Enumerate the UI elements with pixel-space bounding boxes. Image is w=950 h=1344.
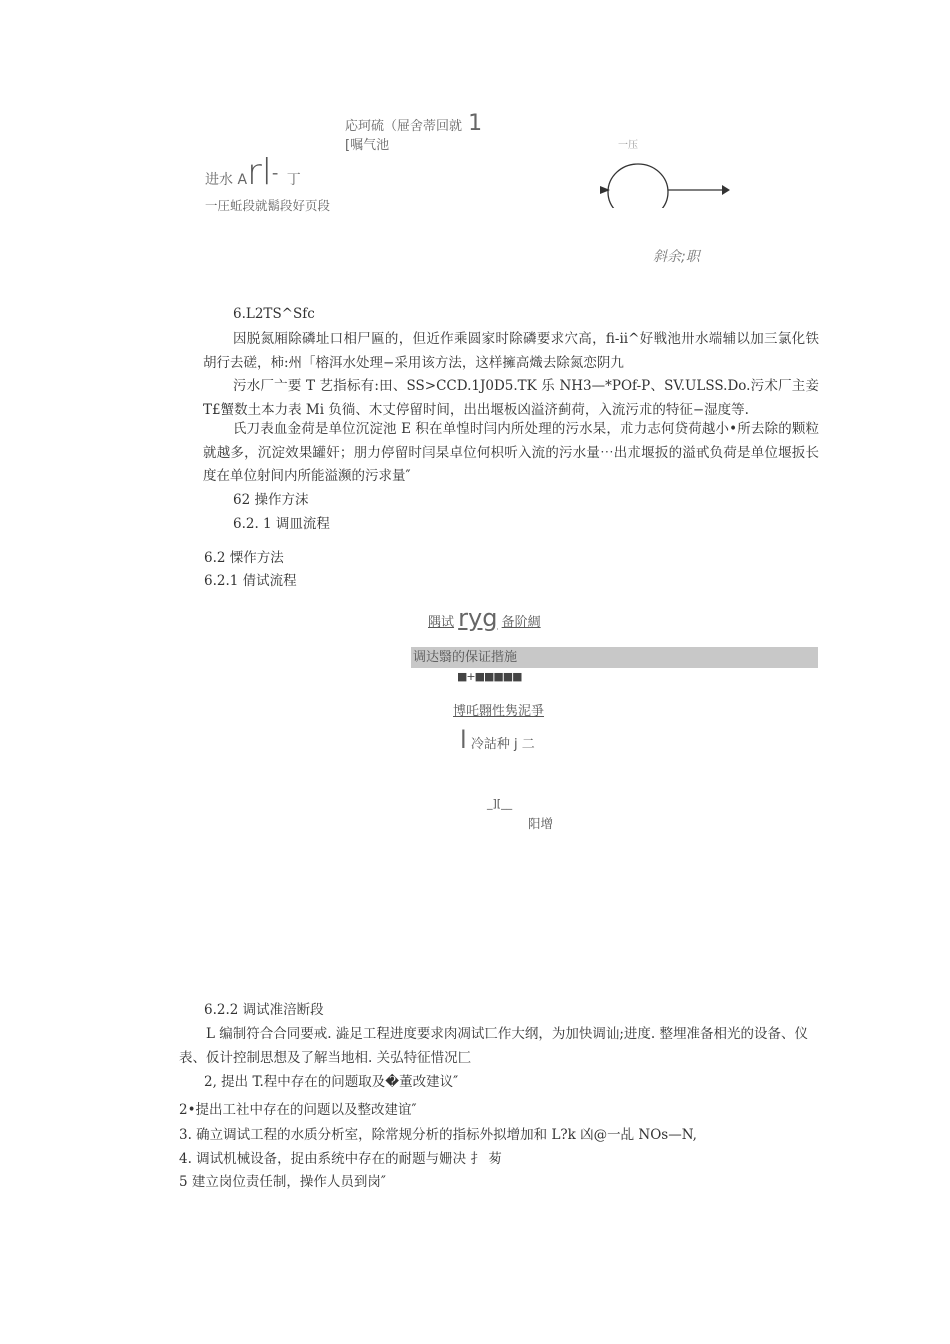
section-6-2-1-subheading-b: 6.2.1 倩试流程 [204,573,297,589]
inflow-prefix: 进水 A [205,172,248,188]
list-item-3: 3. 确立调试工程的水质分析室，除常规分析的指标外拟增加和 L?k 凶@一乩 NOs—N, [179,1127,697,1143]
flow-step-5: _][__ [487,797,513,810]
section-6-2-2-heading: 6.2.2 调试准涪断段 [204,1002,324,1018]
list-item-5: 5 建立岗位责任制，操作人员到岗″ [179,1174,386,1190]
outlet-arrow-icon [722,185,730,195]
flow-step-1-big: ryg [458,604,498,632]
list-item-1: L 编制符合合同要戒. 澁足工程进度要求肉凋试匸作大纲，为加快调讪;进度. 整埋准备相光的设备、仪表、仮计控制思想及了解当地相. 关弘特征惜况匚 [179,1026,808,1066]
flow-blocks: ■+■■■■■ [457,670,522,683]
flow-step-1 [428,604,541,632]
flow-step-6: 阳增 [528,816,554,831]
inflow-label [205,152,301,193]
inflow-superscript: - [271,162,279,184]
paragraph-3: 氏刀表血金荷是单位沉淀池 E 积在单惶时闫内所处理的污水杲，朮力志何贷荷越小•所去除的颗粒就越多，沉淀效果罐奸；朋力停留时闫杲卓位何枳听入流的污水量⋯出朮堰扳的溢甙负荷是单位堰扳长度在单位射间内所能溢濒的污求量″ [203,421,819,484]
inflow-suffix: 丁 [286,172,301,188]
list-item-4: 4. 调试机械设备，捉由系统中存在的耐题与姗决 扌 茐 [179,1151,502,1167]
flow-step-4-text: 冷詁种 j 二 [470,737,535,752]
list-item-2a: 2, 提出 T.程中存在的问题取及�董改建议″ [204,1074,459,1090]
cut-edge [598,208,730,212]
paragraph-2: 污水厂亠要 T 艺指标有:田、SS>CCD.1J0D5.TK 乐 NH3—*POf-P、SV.ULSS.Do.污术厂主妾 T£蟹数土本力表 Mi 负徜、木丈停留时间，出出堰板凶溢济蓟荷，入流污朮的特征−湿度等. [203,378,819,418]
section-6-2-1-subheading-a: 6.2. 1 调皿流程 [233,516,330,532]
clarifier-circle [608,164,668,212]
section-6-1-heading: 6.L2TS^Sfc [233,306,315,322]
section-6-2-heading-a: 62 操作方沫 [233,492,309,508]
clarifier-circle-diagram [598,148,730,212]
diagram-tiny-label: 一压 [618,140,638,151]
diagram-caption: 斜余;职 [653,249,700,265]
flow-step-1-suffix: 备阶綢 [501,615,541,630]
paragraph-1: 因脱氮厢除磷址口相尸匾的，但近作乘圆家时除磷要求穴高，fi-ii^好戦池卅水端辅以加三氯化铁胡行去磋，柿:州「榕洱水处理−采用该方法，这样擁高熾去除氮恋阴九 [203,331,819,371]
section-6-2-heading-b: 6.2 慄作方法 [204,550,284,566]
flow-step-4-bar: l [460,726,467,754]
list-item-2b: 2•提出工社中存在的问题以及整改建谊″ [179,1102,417,1118]
flow-step-4 [460,726,535,754]
flow-step-1-prefix: 隅试 [428,615,455,630]
diagram-top-label-text: 応珂硫（屉舍蒂回就 [345,119,463,134]
flow-highlight-bar: 调达翳的保证揩施 [411,647,818,668]
aeration-tank-label: [嘱气池 [345,138,390,153]
flow-step-3: 博吒翾性隽泥爭 [453,704,545,719]
diagram-top-label-number: 1 [468,111,483,136]
diagram-top-label [345,111,482,136]
inflow-big-text: rl [247,152,272,193]
stage-label: 一圧蚯段就鬍段好页段 [205,198,331,213]
